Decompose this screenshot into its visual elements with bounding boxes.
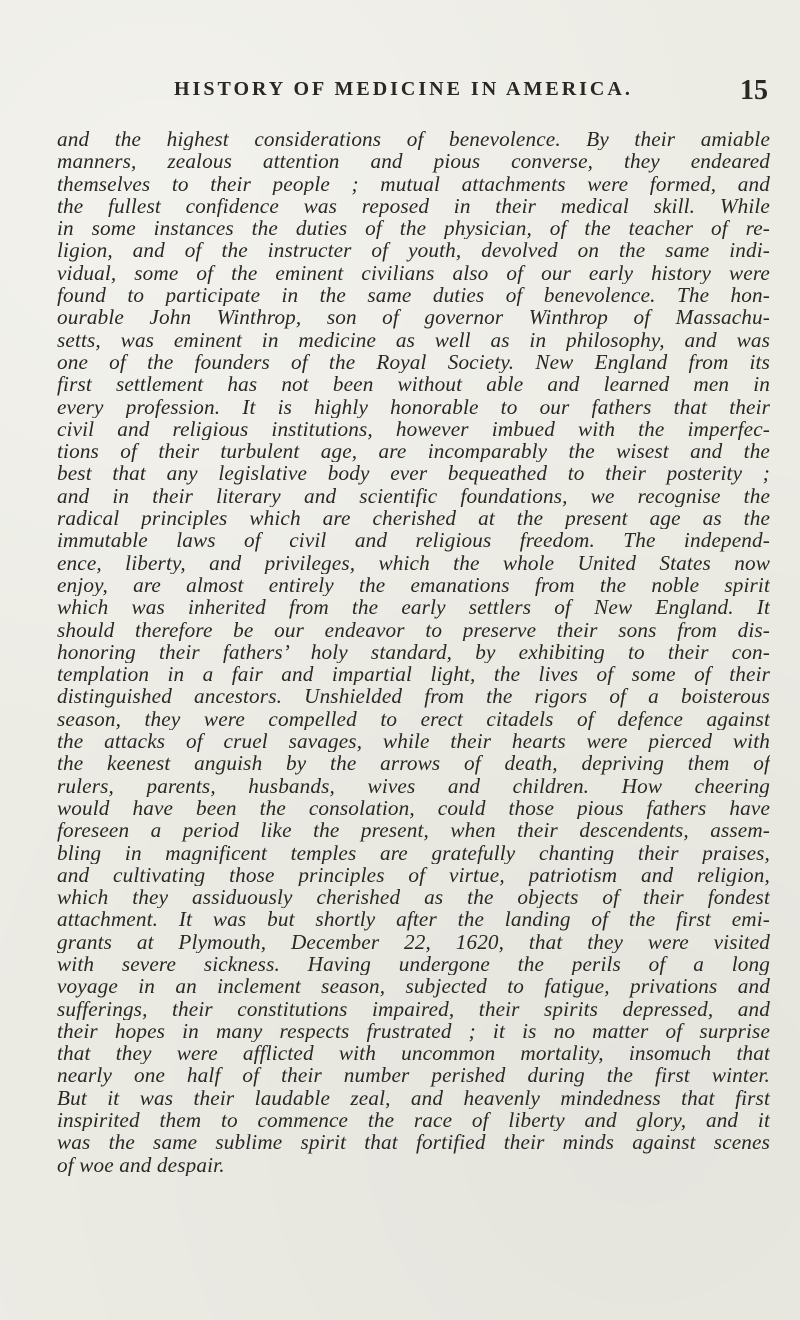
page-number: 15 xyxy=(740,75,768,106)
text-line: season, they were compelled to erect citadels of defence against xyxy=(57,707,770,731)
text-line: setts, was eminent in medicine as well as in philosophy, and was xyxy=(57,328,770,351)
text-line: radical principles which are cherished at the present age as the xyxy=(57,507,770,530)
text-line: honoring their fathers’ holy standard, by exhibiting to their con- xyxy=(57,640,770,664)
text-line: the keenest anguish by the arrows of death, depriving them of xyxy=(57,752,770,775)
text-line: best that any legislative body ever bequeathed to their posterity ; xyxy=(57,462,770,485)
text-line: and the highest considerations of benevolence. By their amiable xyxy=(57,128,770,151)
text-line: templation in a fair and impartial light, the lives of some of their xyxy=(57,663,770,686)
text-line: distinguished ancestors. Unshielded from the rigors of a boisterous xyxy=(57,685,770,708)
text-line: bling in magnificent temples are gratefully chanting their praises, xyxy=(57,841,770,864)
text-line: one of the founders of the Royal Society. New England from its xyxy=(57,350,770,374)
text-line: of woe and despair. xyxy=(57,1153,225,1176)
text-line: found to participate in the same duties of benevolence. The hon- xyxy=(57,284,770,307)
text-line: sufferings, their constitutions impaired, their spirits depressed, and xyxy=(57,997,770,1020)
text-line: enjoy, are almost entirely the emanations from the noble spirit xyxy=(57,573,770,597)
text-line: in some instances the duties of the physician, of the teacher of re- xyxy=(57,217,770,240)
text-line: and cultivating those principles of virtue, patriotism and religion, xyxy=(57,863,770,887)
text-line: nearly one half of their number perished during the first winter. xyxy=(57,1064,770,1087)
text-line: manners, zealous attention and pious converse, they endeared xyxy=(57,150,770,173)
running-head xyxy=(174,75,768,108)
text-line: first settlement has not been without able and learned men in xyxy=(57,373,770,396)
text-line: tions of their turbulent age, are incomparably the wisest and the xyxy=(57,440,770,463)
text-line: inspirited them to commence the race of liberty and glory, and it xyxy=(57,1109,770,1132)
text-line: civil and religious institutions, however imbued with the imperfec- xyxy=(57,417,770,441)
text-line: every profession. It is highly honorable to our fathers that their xyxy=(57,395,770,418)
body-text xyxy=(57,128,770,1176)
text-line: themselves to their people ; mutual attachments were formed, and xyxy=(57,172,770,195)
text-line: which was inherited from the early settlers of New England. It xyxy=(57,596,770,619)
text-line: was the same sublime spirit that fortified their minds against scenes xyxy=(57,1131,770,1154)
text-line: which they assiduously cherished as the objects of their fondest xyxy=(57,886,770,909)
text-line: with severe sickness. Having undergone the perils of a long xyxy=(57,952,770,976)
text-line: foreseen a period like the present, when their descendents, assem- xyxy=(57,819,770,842)
text-line: grants at Plymouth, December 22, 1620, that they were visited xyxy=(57,930,770,953)
text-line: that they were afflicted with uncommon mortality, insomuch that xyxy=(57,1042,770,1065)
text-line: ourable John Winthrop, son of governor Winthrop of Massachu- xyxy=(57,306,770,329)
text-line: But it was their laudable zeal, and heavenly mindedness that first xyxy=(57,1086,770,1110)
text-line: immutable laws of civil and religious freedom. The independ- xyxy=(57,529,770,552)
running-title: HISTORY OF MEDICINE IN AMERICA. xyxy=(174,78,633,100)
text-line: rulers, parents, husbands, wives and children. How cheering xyxy=(57,774,770,797)
text-line: would have been the consolation, could those pious fathers have xyxy=(57,796,770,820)
text-line: their hopes in many respects frustrated ; it is no matter of surprise xyxy=(57,1019,770,1043)
text-line: vidual, some of the eminent civilians also of our early history were xyxy=(57,261,770,285)
text-line: should therefore be our endeavor to preserve their sons from dis- xyxy=(57,618,770,641)
text-line: voyage in an inclement season, subjected to fatigue, privations and xyxy=(57,975,770,998)
text-line: the attacks of cruel savages, while their hearts were pierced with xyxy=(57,730,770,753)
text-line: the fullest confidence was reposed in their medical skill. While xyxy=(57,194,770,218)
text-line: ence, liberty, and privileges, which the whole United States now xyxy=(57,551,770,574)
text-line: attachment. It was but shortly after the landing of the first emi- xyxy=(57,908,770,931)
text-line: and in their literary and scientific foundations, we recognise the xyxy=(57,484,770,508)
text-line: ligion, and of the instructer of youth, devolved on the same indi- xyxy=(57,239,770,262)
